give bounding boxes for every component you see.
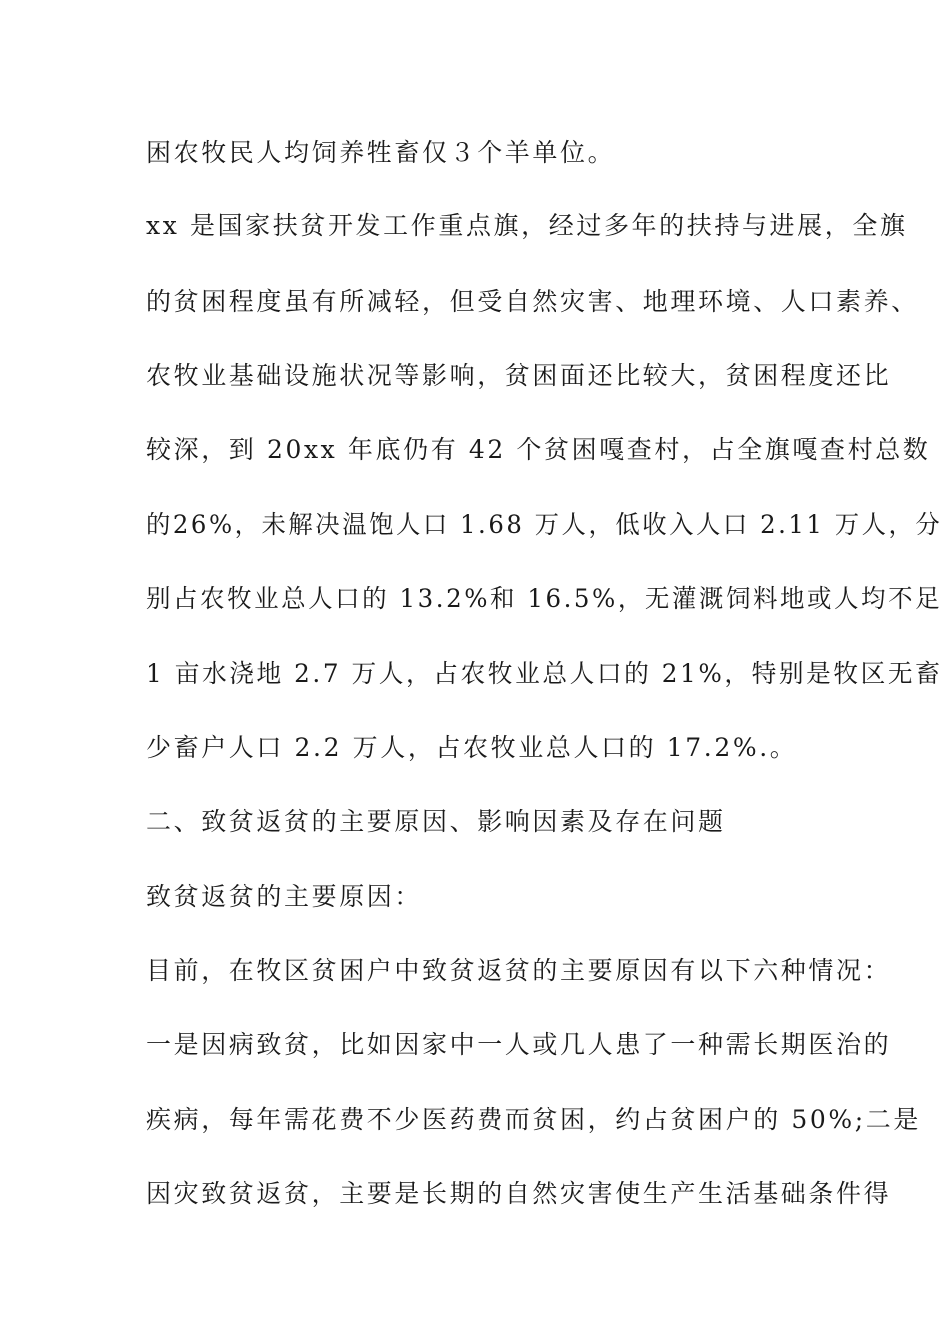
paragraph-line: 疾病，每年需花费不少医药费而贫困，约占贫困户的 50%;二是: [146, 1105, 921, 1134]
paragraph-line: 农牧业基础设施状况等影响，贫困面还比较大，贫困程度还比: [146, 361, 892, 390]
subsection-heading: 致贫返贫的主要原因：: [146, 882, 423, 911]
paragraph-line: 困农牧民人均饲养牲畜仅３个羊单位。: [146, 138, 616, 167]
paragraph-line: 别占农牧业总人口的 13.2%和 16.5%，无灌溉饲料地或人均不足: [146, 584, 943, 613]
paragraph-line: 1 亩水浇地 2.7 万人，占农牧业总人口的 21%，特别是牧区无畜: [146, 659, 943, 688]
paragraph-line: 目前，在牧区贫困户中致贫返贫的主要原因有以下六种情况：: [146, 956, 892, 985]
section-heading: 二、致贫返贫的主要原因、影响因素及存在问题: [146, 807, 726, 836]
paragraph-line: 的贫困程度虽有所减轻，但受自然灾害、地理环境、人口素养、: [146, 287, 919, 316]
paragraph-line: 因灾致贫返贫，主要是长期的自然灾害使生产生活基础条件得: [146, 1179, 892, 1208]
paragraph-line: 的26%，未解决温饱人口 1.68 万人，低收入人口 2.11 万人，分: [146, 510, 943, 539]
paragraph-line: 少畜户人口 2.2 万人，占农牧业总人口的 17.2%.。: [146, 733, 798, 762]
paragraph-line: 较深，到 20xx 年底仍有 42 个贫困嘎查村，占全旗嘎查村总数: [146, 435, 931, 464]
paragraph-line: xx 是国家扶贫开发工作重点旗，经过多年的扶持与进展，全旗: [146, 211, 908, 240]
paragraph-line: 一是因病致贫，比如因家中一人或几人患了一种需长期医治的: [146, 1030, 892, 1059]
